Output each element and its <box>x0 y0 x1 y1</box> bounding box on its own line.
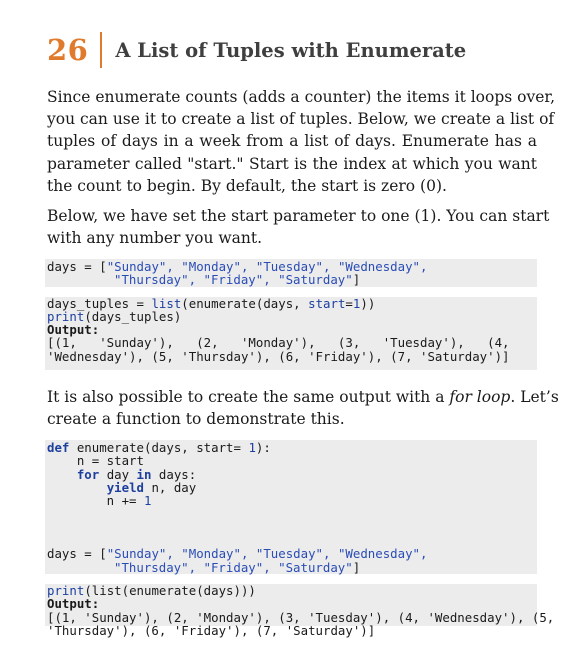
intro-line: Since enumerate counts (adds a counter) the items it loops over, <box>47 88 556 106</box>
code-line <box>47 481 537 494</box>
code-number: 1 <box>352 295 361 311</box>
for-loop-paragraph <box>47 386 559 430</box>
code-number: 1 <box>143 493 152 509</box>
code-block-enumerate-start <box>45 259 537 370</box>
paragraph-line <box>47 386 559 408</box>
code-blank-line <box>47 521 537 534</box>
code-keyword: for <box>76 466 100 482</box>
code-keyword-arg: start <box>308 295 346 311</box>
code-line <box>47 561 537 574</box>
code-string: "Thursday", "Friday", "Saturday" <box>114 272 353 288</box>
code-builtin: print <box>47 582 85 598</box>
chapter-title: A List of Tuples with Enumerate <box>115 38 467 62</box>
code-text: )) <box>360 295 376 311</box>
code-string: "Sunday", "Monday", "Tuesday", "Wednesday", <box>106 546 428 562</box>
code-keyword: in <box>136 466 152 482</box>
paragraph-line: Below, we have set the start parameter to one (1). You can start <box>47 207 550 225</box>
code-text: days = [ <box>47 546 107 562</box>
code-blank-line <box>47 507 537 520</box>
code-keyword: yield <box>106 479 144 495</box>
code-line <box>47 584 537 597</box>
chapter-header <box>47 30 466 70</box>
code-line <box>47 260 537 273</box>
output-label: Output: <box>47 322 100 338</box>
code-line: n = start <box>47 453 144 469</box>
code-line <box>47 494 537 507</box>
code-line <box>47 310 537 323</box>
code-line <box>47 547 537 560</box>
code-text: = <box>345 295 353 311</box>
code-text: ): <box>255 440 271 455</box>
code-text: (days_tuples) <box>84 308 182 324</box>
code-builtin: list <box>151 295 182 311</box>
output-label: Output: <box>47 596 100 612</box>
intro-line: the count to begin. By default, the start is zero (0). <box>47 176 447 195</box>
output-line: [(1, 'Sunday'), (2, 'Monday'), (3, 'Tuesday'), (4, 'Wednesday'), (5, <box>47 609 555 625</box>
code-line <box>47 441 537 454</box>
code-string: "Sunday", "Monday", "Tuesday", "Wednesday", <box>106 259 428 274</box>
code-text: ] <box>352 559 361 575</box>
code-blank-line <box>47 534 537 547</box>
code-text: (enumerate(days, <box>181 295 309 311</box>
intro-line: you can use it to create a list of tuples. Below, we create a list of <box>47 110 555 129</box>
italic-term: for loop <box>449 388 511 406</box>
intro-paragraph <box>47 86 556 197</box>
code-keyword: def <box>47 440 70 455</box>
code-text: days_tuples = <box>47 295 152 311</box>
code-string: "Thursday", "Friday", "Saturday" <box>114 559 353 575</box>
chapter-number: 26 <box>47 33 89 67</box>
code-text: enumerate(days, start= <box>69 440 249 455</box>
output-line: 'Thursday'), (6, 'Friday'), (7, 'Saturday')] <box>47 622 376 638</box>
code-text: n, day <box>144 479 197 495</box>
code-text: n += <box>47 493 144 509</box>
output-line: [(1, 'Sunday'), (2, 'Monday'), (3, 'Tuesday'), (4, <box>47 335 510 351</box>
code-builtin: print <box>47 308 85 324</box>
code-text: days = [ <box>47 259 107 274</box>
start-param-paragraph <box>47 205 550 249</box>
code-text: ] <box>352 272 361 288</box>
intro-line: tuples of days in a week from a list of days. Enumerate has a <box>47 132 537 151</box>
code-text: (list(enumerate(days))) <box>84 582 256 598</box>
intro-line: parameter called "start." Start is the index at which you want <box>47 154 537 173</box>
code-text: days: <box>151 466 197 482</box>
paragraph-line: with any number you want. <box>47 229 263 248</box>
code-block-enumerate-function <box>45 440 555 638</box>
text-run: It is also possible to create the same output with a <box>47 388 450 406</box>
code-line <box>47 297 537 310</box>
code-text: day <box>99 466 137 482</box>
header-divider <box>100 32 102 68</box>
paragraph-line: create a function to demonstrate this. <box>47 410 345 429</box>
code-line <box>47 468 537 481</box>
text-run: . Let’s <box>510 388 559 406</box>
code-line <box>47 273 537 286</box>
output-line: 'Wednesday'), (5, 'Thursday'), (6, 'Friday'), (7, 'Saturday')] <box>47 348 510 364</box>
code-number: 1 <box>248 440 256 455</box>
